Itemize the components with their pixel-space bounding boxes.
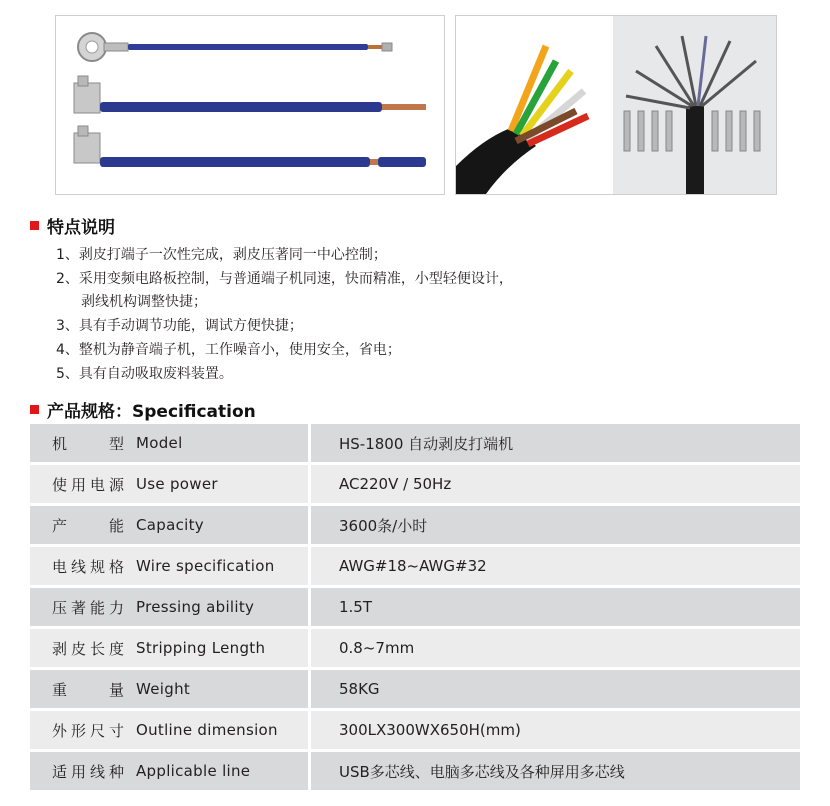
spec-row-dimension <box>30 710 800 751</box>
spec-value: 58KG <box>310 669 801 710</box>
wire-samples-illustration <box>56 16 444 194</box>
red-square-bullet-icon <box>30 221 39 230</box>
spec-row-capacity <box>30 505 800 546</box>
spec-value: HS-1800 自动剥皮打端机 <box>310 424 801 464</box>
spec-value: AWG#18~AWG#32 <box>310 546 801 587</box>
spec-row-stripping <box>30 628 800 669</box>
spec-value: 3600条/小时 <box>310 505 801 546</box>
spec-value: 1.5T <box>310 587 801 628</box>
feature-item-continuation: 剥线机构调整快捷； <box>81 294 207 311</box>
features-title-text: 特点说明 <box>47 218 115 238</box>
spec-label-en: Pressing ability <box>136 598 255 616</box>
specification-table <box>30 424 800 793</box>
specification-title-text: 产品规格：Specification <box>47 402 256 422</box>
spec-label-zh: 重量 <box>52 680 124 699</box>
spec-row-applicable <box>30 751 800 792</box>
spec-label-en: Weight <box>136 680 191 698</box>
spec-label-en: Wire specification <box>136 557 275 575</box>
spec-label-en: Capacity <box>136 516 204 534</box>
spec-row-pressing <box>30 587 800 628</box>
spec-label-zh: 机型 <box>52 434 124 453</box>
spec-label-en: Applicable line <box>136 762 251 780</box>
crimp-terminal-wire-1 <box>74 76 426 113</box>
spec-label-en: Outline dimension <box>136 721 278 739</box>
spec-label-en: Use power <box>136 475 218 493</box>
spec-row-power <box>30 464 800 505</box>
feature-item: 5、具有自动吸取废料装置。 <box>56 365 233 382</box>
spec-label-zh: 外形尺寸 <box>52 721 124 740</box>
spec-label-zh: 剥皮长度 <box>52 639 124 658</box>
feature-item: 1、剥皮打端子一次性完成，剥皮压著同一中心控制； <box>56 247 387 263</box>
spec-label-zh: 电线规格 <box>52 557 124 576</box>
crimp-terminal-wire-2 <box>74 126 426 167</box>
spec-label-zh: 适用线种 <box>52 762 124 781</box>
feature-item: 2、采用变频电路板控制，与普通端子机同速，快而精准，小型轻便设计， <box>56 270 513 287</box>
spec-row-model <box>30 424 800 464</box>
features-list <box>56 244 513 386</box>
spec-value: 300LX300WX650H(mm) <box>310 710 801 751</box>
spec-value: 0.8~7mm <box>310 628 801 669</box>
feature-item: 4、整机为静音端子机，工作噪音小，使用安全，省电； <box>56 341 401 358</box>
multicore-cable-illustration <box>456 16 776 194</box>
feature-item: 3、具有手动调节功能，调试方便快捷； <box>56 318 303 335</box>
spec-value: USB多芯线、电脑多芯线及各种屏用多芯线 <box>310 751 801 792</box>
specification-heading <box>30 397 256 422</box>
red-square-bullet-icon <box>30 405 39 414</box>
spec-label-en: Model <box>136 434 183 452</box>
spec-label-zh: 使用电源 <box>52 475 124 494</box>
spec-row-wire-spec <box>30 546 800 587</box>
multicore-cable-photo <box>455 15 777 195</box>
ring-terminal-wire <box>78 33 392 61</box>
features-heading <box>30 213 115 238</box>
spec-label-zh: 压著能力 <box>52 598 124 617</box>
wire-samples-photo <box>55 15 445 195</box>
spec-label-zh: 产能 <box>52 516 124 535</box>
spec-label-en: Stripping Length <box>136 639 266 657</box>
spec-row-weight <box>30 669 800 710</box>
spec-value: AC220V / 50Hz <box>310 464 801 505</box>
